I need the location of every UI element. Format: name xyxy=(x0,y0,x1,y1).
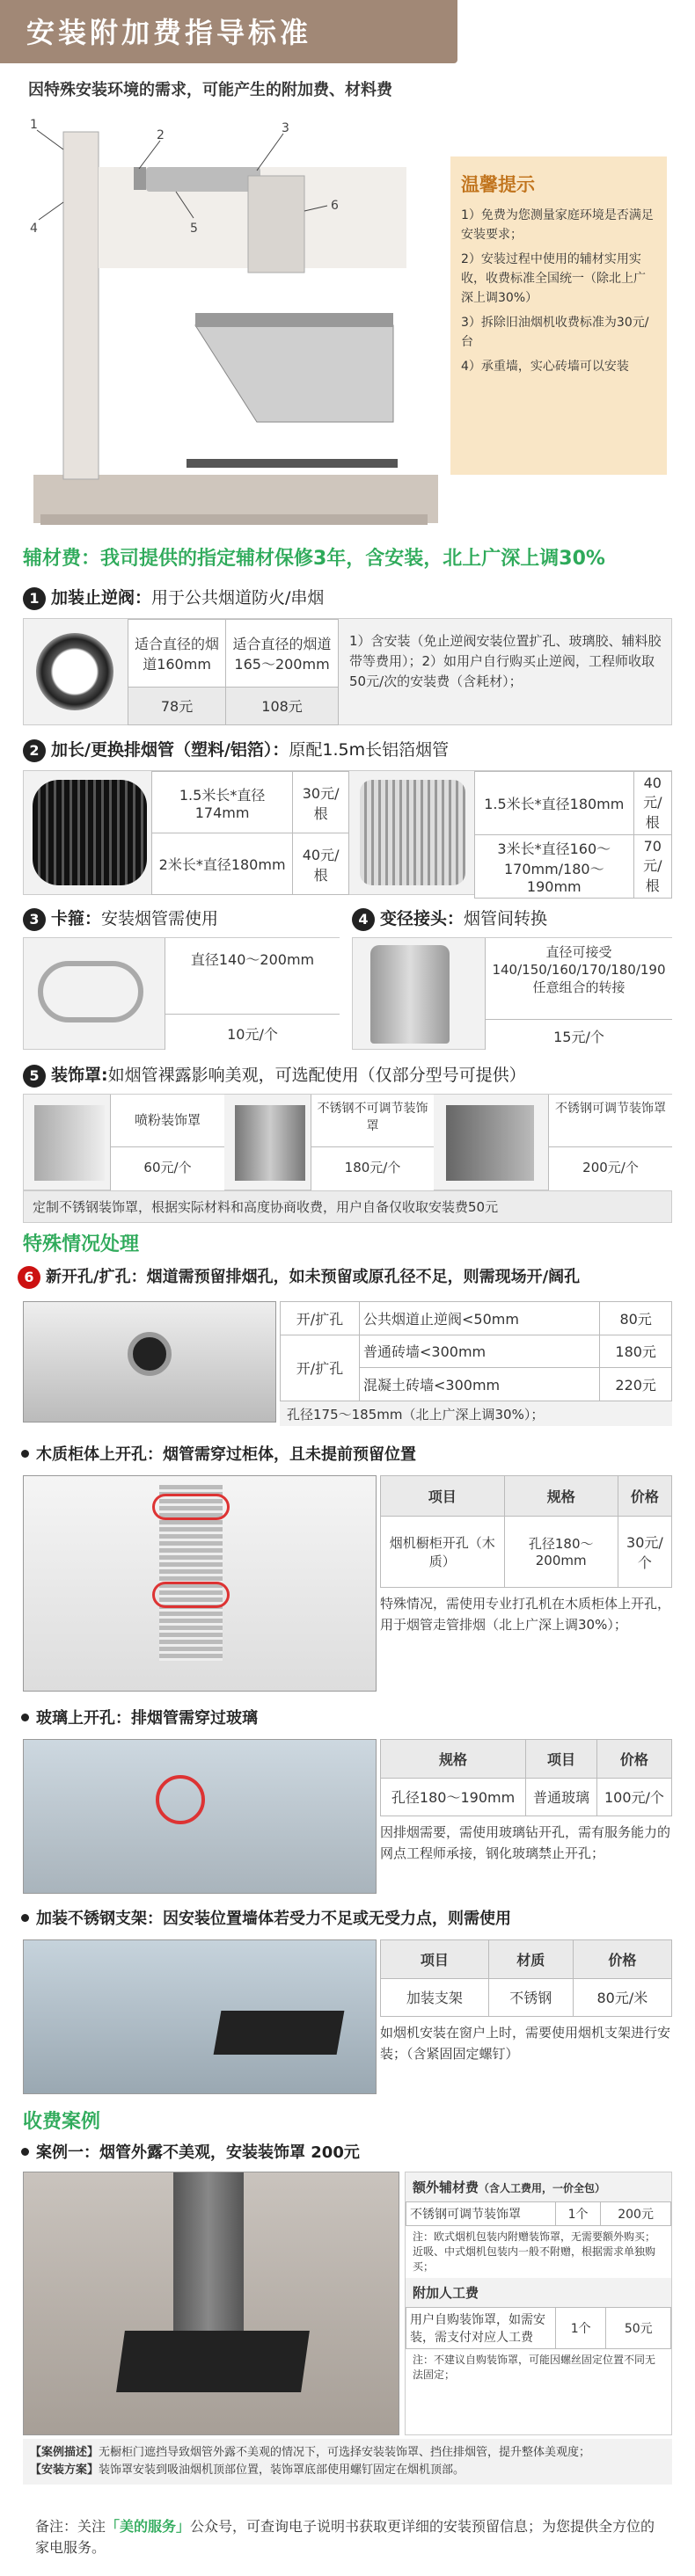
bracket-table: 项目 材质 价格 加装支架 不锈钢 80元/米 xyxy=(380,1939,672,2017)
section-3-title: 3 卡箍：安装烟管需使用 xyxy=(23,906,218,931)
glass-photo xyxy=(23,1739,377,1894)
check-valve xyxy=(134,167,146,190)
bracket-photo xyxy=(23,1939,377,2094)
section-3-box xyxy=(23,937,340,1050)
tip-1: 1）免费为您测量家庭环境是否满足安装要求； xyxy=(461,208,654,242)
s4-price: 15元/个 xyxy=(485,1019,672,1050)
section-2-title: 2 加长/更换排烟管（塑料/铝箔）：原配1.5m长铝箔烟管 xyxy=(23,737,449,762)
glass-title: 玻璃上开孔：排烟管需穿过玻璃 xyxy=(18,1706,258,1728)
section-5-box xyxy=(23,1094,672,1190)
s2-r2-price: 40元/根 xyxy=(293,833,349,895)
exhaust-pipe xyxy=(146,167,260,192)
section-1-title: 1 加装止逆阀：用于公共烟道防火/串烟 xyxy=(23,585,324,610)
installation-diagram xyxy=(28,114,446,532)
wood-table: 项目 规格 价格 烟机橱柜开孔（木质） 孔径180～200mm 30元/个 xyxy=(380,1475,672,1588)
cabinet-photo xyxy=(23,1475,377,1692)
s5-c-price: 200元/个 xyxy=(582,1160,639,1175)
decor-cover xyxy=(248,176,304,273)
tip-3: 3）拆除旧油烟机收费标准为30元/台 xyxy=(461,316,649,349)
page-title: 安装附加费指导标准 xyxy=(0,0,457,63)
plastic-pipe-image xyxy=(33,780,147,885)
section-1-table xyxy=(128,619,339,725)
section-1-num: 1 xyxy=(23,587,46,610)
glass-note: 因排烟需要，需使用玻璃钻开孔，需有服务能力的网点工程师承接，钢化玻璃禁止开孔； xyxy=(380,1824,671,1861)
reducer-image xyxy=(370,945,450,1044)
case-1-aux-title: 额外辅材费 xyxy=(413,2179,479,2195)
s5-a-price: 60元/个 xyxy=(143,1160,192,1175)
s5-b-price: 180元/个 xyxy=(344,1160,401,1175)
brand-link[interactable]: 「美的服务」 xyxy=(106,2518,191,2535)
section-4-title: 4 变径接头：烟管间转换 xyxy=(352,906,547,931)
diagram-label-3: 3 xyxy=(282,121,289,135)
s4-spec: 直径可接受140/150/160/170/180/190任意组合的转接 xyxy=(485,938,672,1019)
s3-spec: 直径140～200mm xyxy=(165,938,340,1014)
flue-wall xyxy=(63,132,99,479)
check-valve-image xyxy=(36,633,113,710)
s2-r1-price: 30元/根 xyxy=(293,772,349,833)
case-1-aux-sub: （含人工费用，一价全包） xyxy=(479,2182,606,2194)
case-1-description: 【案例描述】无橱柜门遮挡导致烟管外露不美观的情况下，可选择安装装饰罩、挡住排烟管，提升整体美观度； 【安装方案】装饰罩安装到吸油烟机顶部位置，装饰罩底部使用螺钉固定在烟机顶部。 xyxy=(23,2439,672,2485)
tip-2: 2）安装过程中使用的辅材实用实收，收费标准全国统一（除北上广深上调30%） xyxy=(461,252,646,305)
bracket-note: 如烟机安装在窗户上时，需要使用烟机支架进行安装；（含紧固固定螺钉） xyxy=(380,2025,671,2062)
section-5-title: 5 装饰罩:如烟管裸露影响美观，可选配使用（仅部分型号可提供） xyxy=(23,1062,526,1088)
s2-r4-spec: 3米长*直径160～170mm/180～190mm xyxy=(475,835,634,899)
case-1-panel: 额外辅材费（含人工费用，一价全包） 不锈钢可调节装饰罩 1个 200元 注：欧式烟机包装内附赠装饰罩，无需要额外购买；近吸、中式烟机包装内一般不附赠，根据需求单独购买； 附加人工费 用户自购装饰罩，如需安装，需支付对应人工费 1个 50元 注：不建议自购装饰罩，可能因螺丝固定位置不同无法固定； xyxy=(405,2172,672,2435)
s2-r3-spec: 1.5米长*直径180mm xyxy=(475,772,634,835)
wood-note: 特殊情况，需使用专业打孔机在木质柜体上开孔，用于烟管走管排烟（北上广深上调30%）； xyxy=(380,1596,671,1633)
diagram-label-2: 2 xyxy=(157,128,165,142)
footer-note: 备注：关注「美的服务」公众号，可查询电子说明书获取更详细的安装预留信息；为您提供全方位的家电服务。 xyxy=(35,2518,655,2556)
section-6-table: 开/扩孔 公共烟道止逆阀<50mm 80元 开/扩孔 普通砖墙<300mm 180元 混凝土砖墙<300mm 220元 xyxy=(280,1301,672,1401)
tip-4: 4）承重墙，实心砖墙可以安装 xyxy=(461,360,629,374)
s2-r2-spec: 2米长*直径180mm xyxy=(152,833,293,895)
tips-title: 温馨提示 xyxy=(461,174,535,195)
case-1-title: 案例一：烟管外露不美观，安装装饰罩 200元 xyxy=(18,2140,360,2163)
case-heading: 收费案例 xyxy=(23,2111,101,2133)
s1-spec-165: 适合直径的烟道165～200mm xyxy=(226,620,339,688)
foil-pipe-image xyxy=(360,780,465,885)
s1-price-78: 78元 xyxy=(128,687,226,724)
s2-r4-price: 70元/根 xyxy=(633,835,671,899)
clamp-image xyxy=(38,961,143,1022)
bracket-title: 加装不锈钢支架：因安装位置墙体若受力不足或无受力点，则需使用 xyxy=(18,1906,511,1929)
section-1-note: 1）含安装（免止逆阀安装位置扩孔、玻璃胶、辅料胶带等费用）；2）如用户自行购买止逆阀，工程师收取50元/次的安装费（含耗材）； xyxy=(349,633,662,689)
wall-hole-photo xyxy=(23,1301,276,1423)
case-1-photo xyxy=(23,2172,399,2435)
s3-price: 10元/个 xyxy=(165,1014,340,1050)
case-1-labor-title: 附加人工费 xyxy=(406,2278,671,2307)
special-heading: 特殊情况处理 xyxy=(23,1233,140,1255)
intro-text: 因特殊安装环境的需求，可能产生的附加费、材料费 xyxy=(28,81,392,99)
s1-spec-160: 适合直径的烟道160mm xyxy=(128,620,226,688)
diagram-label-5: 5 xyxy=(190,222,198,236)
aux-heading: 辅材费：我司提供的指定辅材保修3年，含安装，北上广深上调30% xyxy=(23,548,605,570)
case-1-aux-note: 注：欧式烟机包装内附赠装饰罩，无需要额外购买；近吸、中式烟机包装内一般不附赠，根据需求单独购买； xyxy=(413,2230,656,2273)
s5-c-name: 不锈钢可调节装饰罩 xyxy=(549,1095,672,1147)
diagram-label-1: 1 xyxy=(30,118,38,132)
section-1-box xyxy=(23,618,672,725)
glass-table: 规格 项目 价格 孔径180～190mm 普通玻璃 100元/个 xyxy=(380,1739,672,1816)
powder-cover-image xyxy=(34,1105,105,1181)
s5-b-name: 不锈钢不可调节装饰罩 xyxy=(311,1095,434,1147)
section-2-box xyxy=(23,770,672,895)
section-6-title: 6 新开孔/扩孔：烟道需预留排烟孔，如未预留或原孔径不足，则需现场开/阔孔 xyxy=(18,1264,686,1289)
fixed-cover-image xyxy=(235,1105,305,1181)
case-1-labor-note: 注：不建议自购装饰罩，可能因螺丝固定位置不同无法固定； xyxy=(413,2354,656,2381)
stove xyxy=(187,459,398,468)
s5-a-name: 喷粉装饰罩 xyxy=(111,1095,224,1147)
diagram-label-6: 6 xyxy=(331,199,339,213)
adjustable-cover-image xyxy=(446,1105,534,1181)
section-6-foot: 孔径175～185mm（北上广深上调30%）； xyxy=(280,1401,672,1426)
wood-title: 木质柜体上开孔：烟管需穿过柜体，且未提前预留位置 xyxy=(18,1442,416,1465)
tips-box xyxy=(450,156,667,475)
section-5-note: 定制不锈钢装饰罩，根据实际材料和高度协商收费，用户自备仅收取安装费50元 xyxy=(23,1190,672,1223)
s2-r3-price: 40元/根 xyxy=(633,772,671,835)
s2-r1-spec: 1.5米长*直径174mm xyxy=(152,772,293,833)
s1-price-108: 108元 xyxy=(226,687,339,724)
diagram-label-4: 4 xyxy=(30,222,38,236)
section-4-box xyxy=(352,937,672,1050)
